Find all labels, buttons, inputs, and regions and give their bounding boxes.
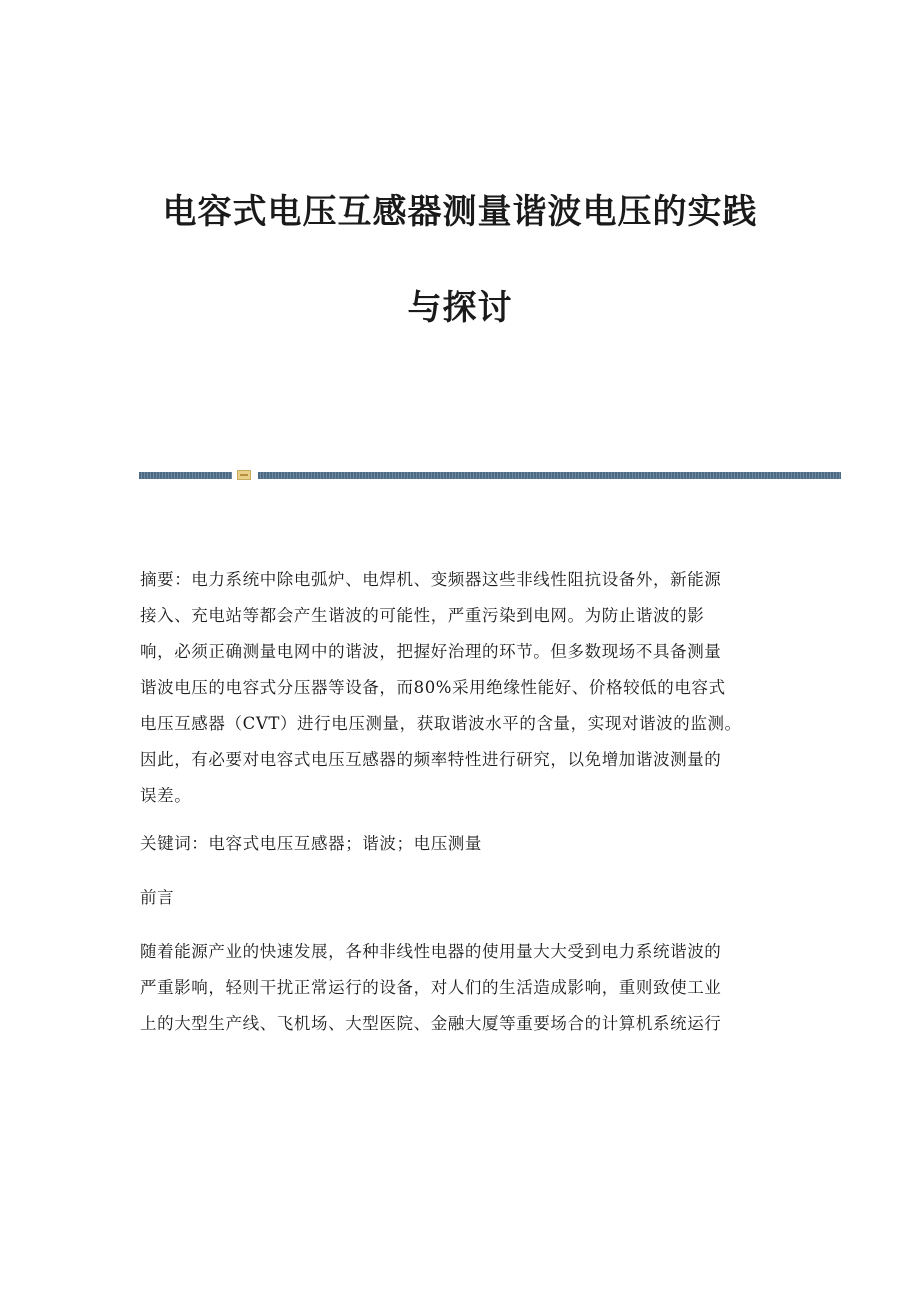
intro-line: 随着能源产业的快速发展，各种非线性电器的使用量大大受到电力系统谐波的 (140, 942, 722, 961)
intro-paragraph (140, 934, 776, 1042)
abstract-line: 谐波电压的电容式分压器等设备，而80%采用绝缘性能好、价格较低的电容式 (140, 678, 726, 697)
document-title-line-2: 与探讨 (407, 288, 513, 328)
document-title-line-1: 电容式电压互感器测量谐波电压的实践 (162, 192, 758, 232)
title-block (0, 188, 920, 332)
intro-line: 上的大型生产线、飞机场、大型医院、金融大厦等重要场合的计算机系统运行 (140, 1014, 722, 1033)
abstract-line: 电压互感器（CVT）进行电压测量，获取谐波水平的含量，实现对谐波的监测。 (140, 714, 742, 733)
abstract-line: 响，必须正确测量电网中的谐波，把握好治理的环节。但多数现场不具备测量 (140, 642, 722, 661)
decorative-divider (139, 470, 841, 480)
document-body (140, 562, 776, 1042)
intro-line: 严重影响，轻则干扰正常运行的设备，对人们的生活造成影响，重则致使工业 (140, 978, 722, 997)
keywords-line: 关键词：电容式电压互感器；谐波；电压测量 (140, 834, 482, 853)
abstract-line: 因此，有必要对电容式电压互感器的频率特性进行研究，以免增加谐波测量的 (140, 750, 722, 769)
divider-bar-left (139, 472, 232, 479)
abstract-line: 误差。 (140, 786, 192, 805)
abstract-paragraph (140, 562, 776, 814)
abstract-line: 摘要：电力系统中除电弧炉、电焊机、变频器这些非线性阻抗设备外，新能源 (140, 570, 722, 589)
divider-bar-right (258, 472, 841, 479)
section-heading: 前言 (140, 888, 175, 907)
abstract-line: 接入、充电站等都会产生谐波的可能性，严重污染到电网。为防止谐波的影 (140, 606, 705, 625)
divider-ornament-icon (237, 470, 251, 480)
